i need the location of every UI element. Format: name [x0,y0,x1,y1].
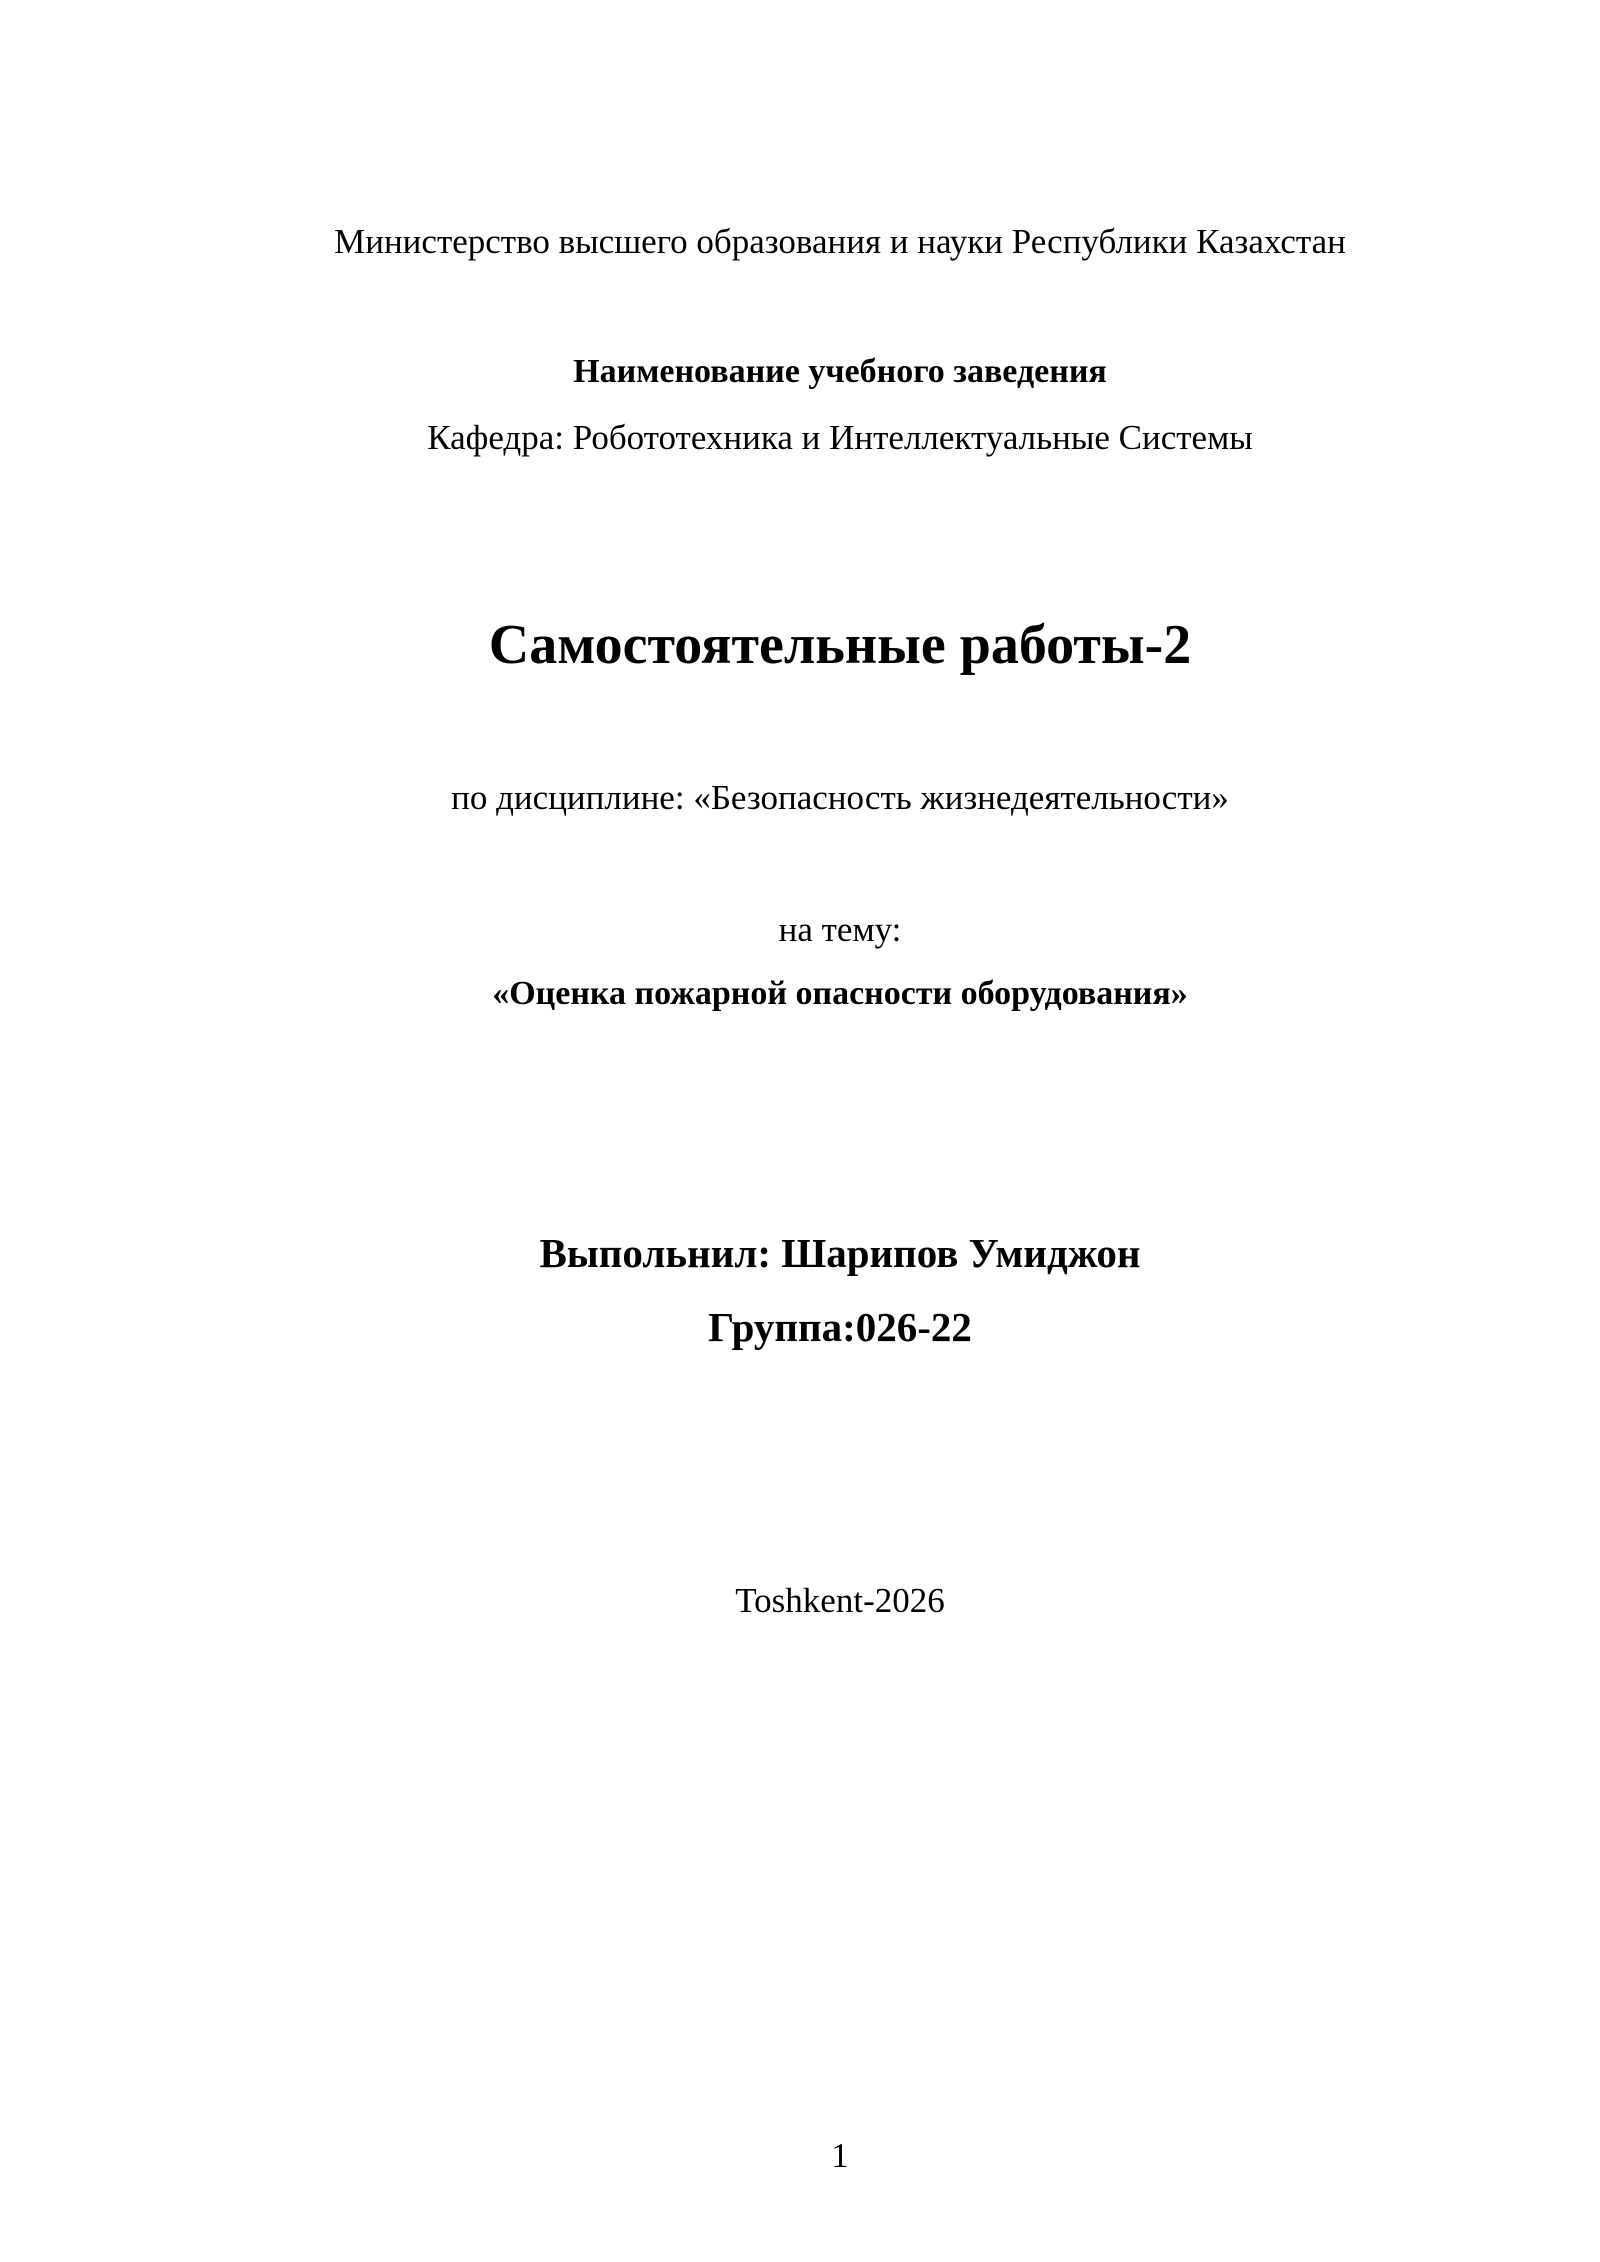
group-line: Группа:026-22 [708,1304,972,1350]
discipline-line: по дисциплине: «Безопасность жизнедеятельности» [451,778,1229,817]
department-name: Кафедра: Робототехника и Интеллектуальные Системы [427,418,1253,457]
author-line: Выпольнил: Шарипов Умиджон [539,1230,1141,1276]
page-number: 1 [831,2136,849,2175]
institution-name: Наименование учебного заведения [573,353,1107,390]
topic-title: «Оценка пожарной опасности оборудования» [492,975,1188,1012]
ministry-name: Министерство высшего образования и науки Республики Казахстан [334,222,1346,261]
city-year: Toshkent-2026 [735,1581,945,1620]
document-title: Самостоятельные работы-2 [488,614,1192,676]
topic-label: на тему: [778,910,902,949]
